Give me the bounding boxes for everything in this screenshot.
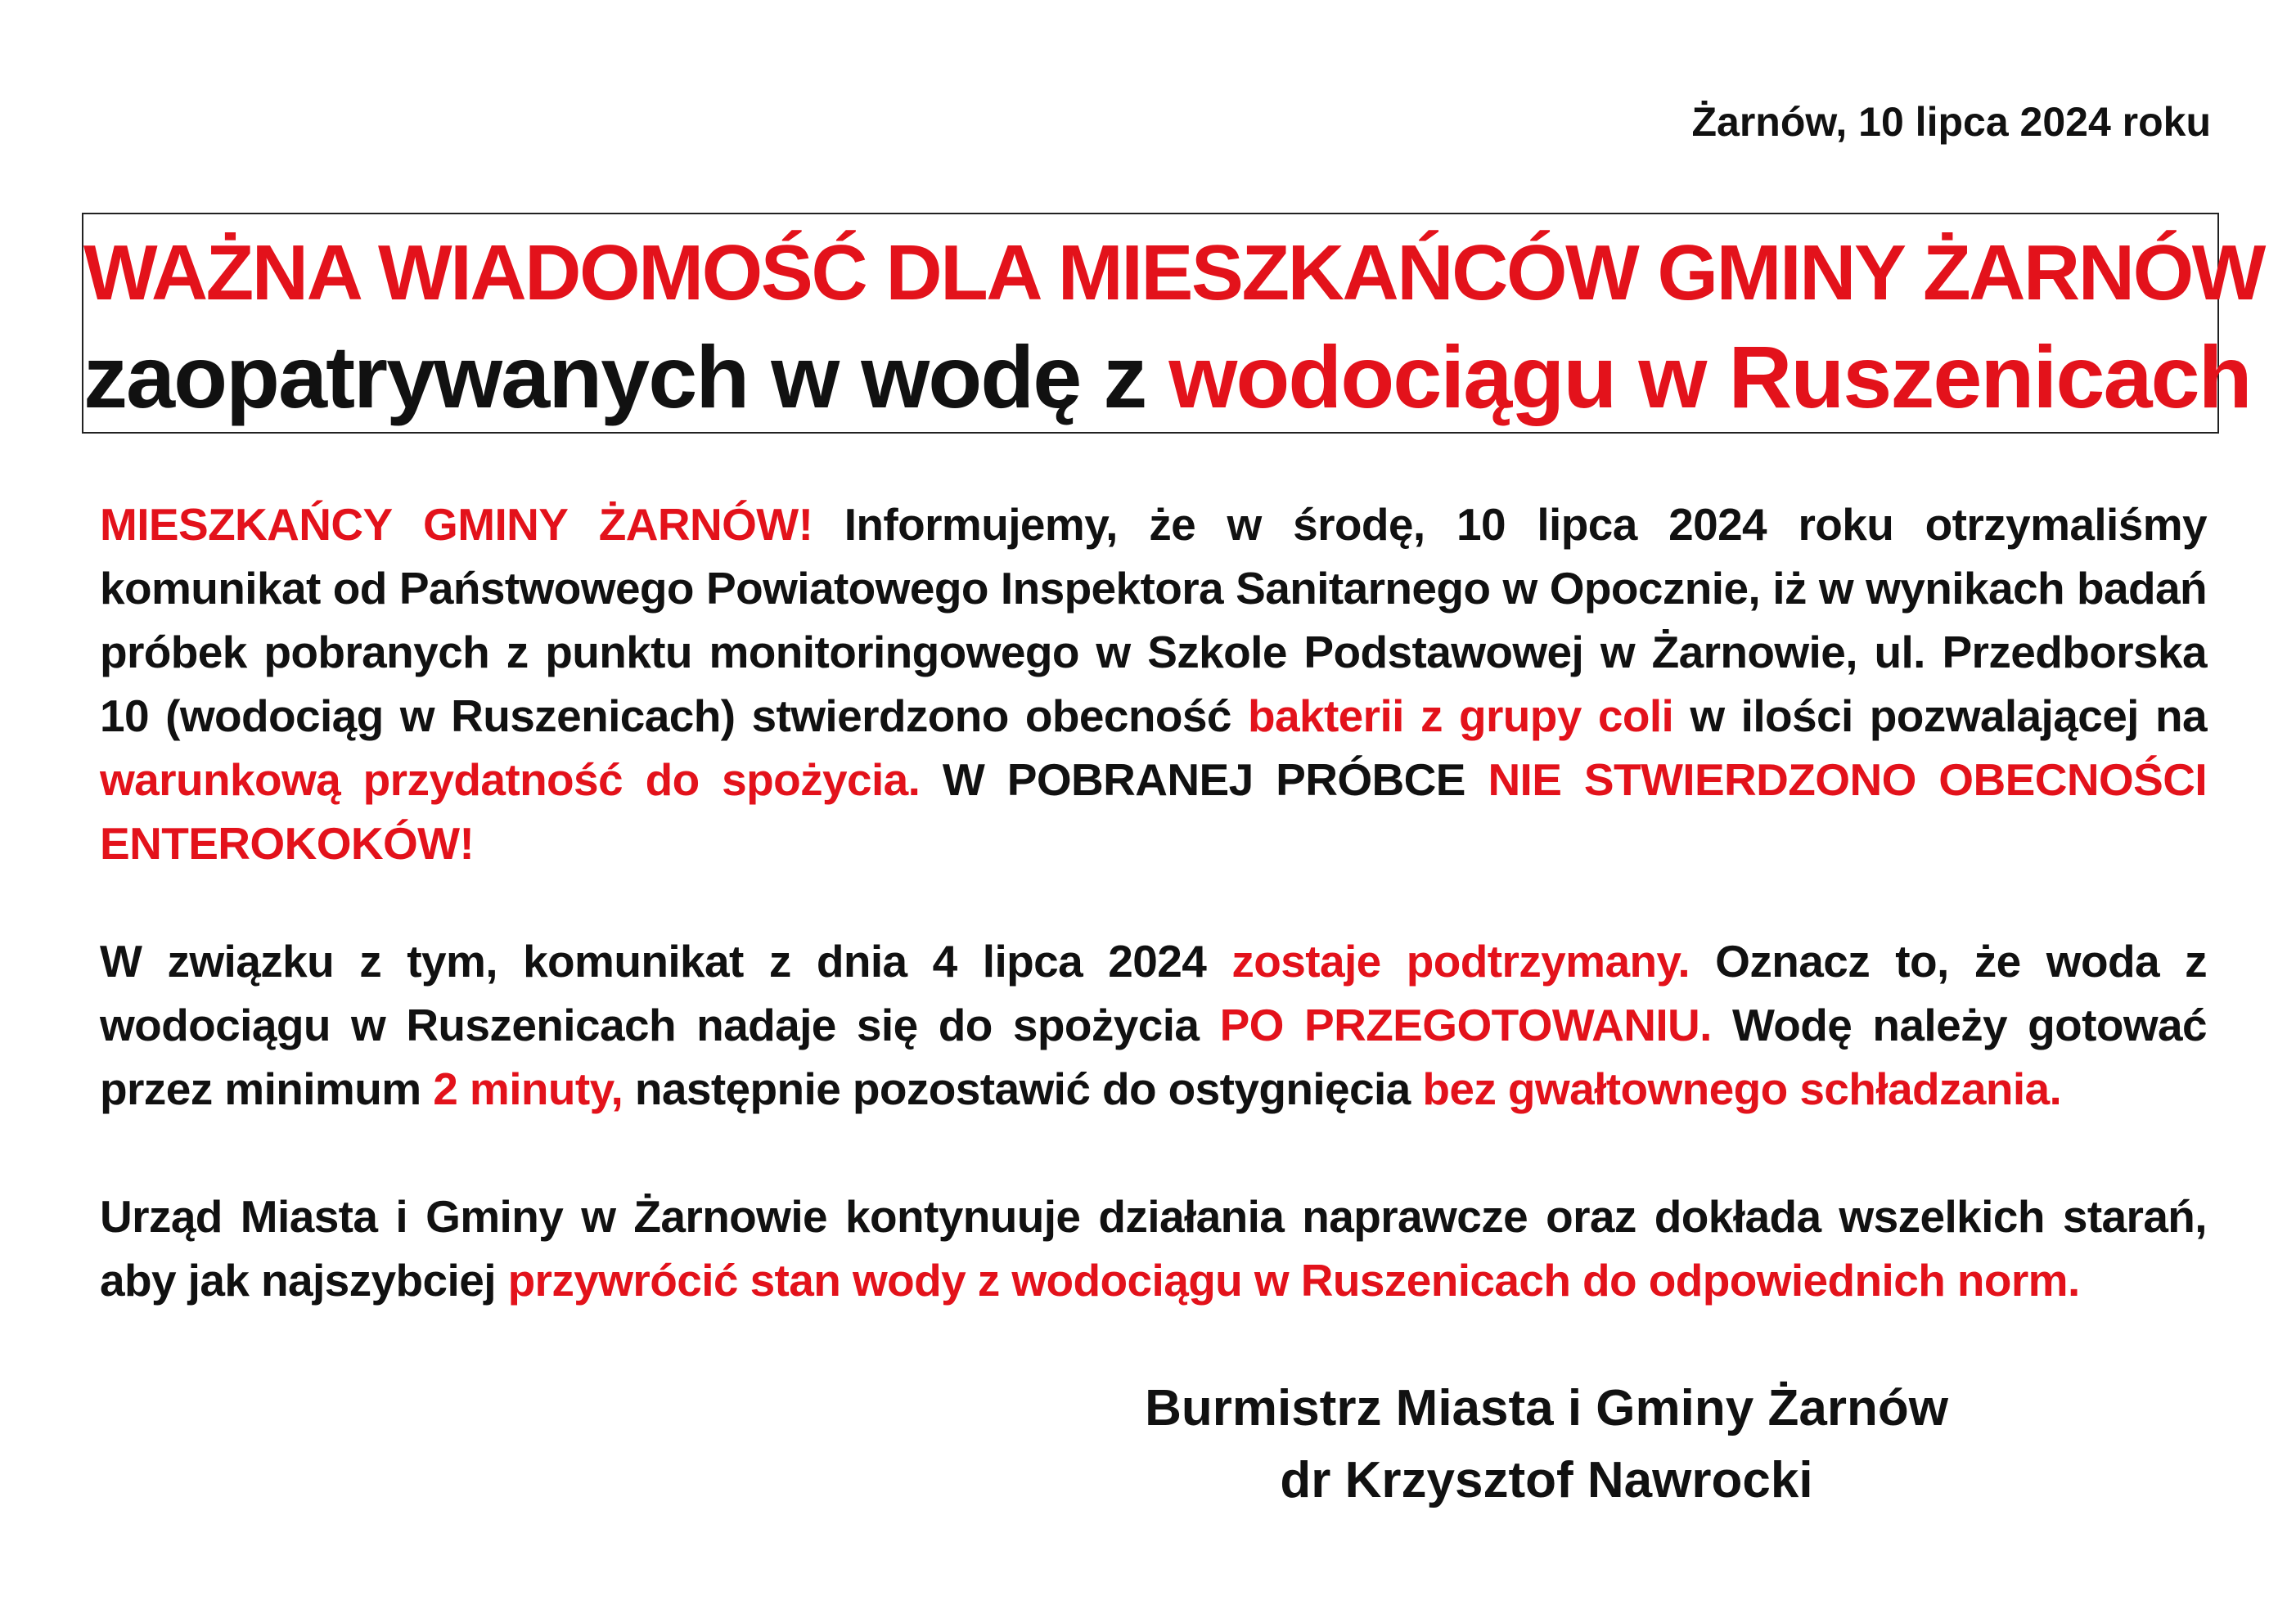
p1-text-1: Informujemy, że w środę, 10 lipca 2024 roku otrzymaliśmy komunikat od Państwowego Powiatowego Inspektora Sanitarnego w Opocznie, iż w wynikach badań próbek pobranych z punktu monitoringowego w Szkole Podstawowej w Żarnowie, ul. Przedborska 10 (wodociąg w Ruszenicach) stwierdzono obecność [100,499,2207,741]
p2-maintained: zostaje podtrzymany. [1231,936,1690,987]
document-date: Żarnów, 10 lipca 2024 roku [1691,99,2211,145]
p1-residents-callout: MIESZKAŃCY GMINY ŻARNÓW! [100,499,813,550]
signature-name: dr Krzysztof Nawrocki [1280,1452,1813,1508]
p2-text-3: Wodę należy gotować przez minimum [100,1000,2207,1114]
p2-text-1: W związku z tym, komunikat z dnia 4 lipca 2024 [100,936,1232,987]
signature-block [1047,1373,2046,1517]
p3-text-1: Urząd Miasta i Gminy w Żarnowie kontynuuje działania naprawcze oraz dokłada wszelkich starań, aby jak najszybciej [100,1191,2207,1306]
headline-box [82,213,2264,434]
p2-text-4: następnie pozostawić do ostygnięcia [623,1063,1423,1114]
p2-text-2: Oznacz to, że woda z wodociągu w Ruszenicach nadaje się do spożycia [100,936,2207,1050]
p2-two-minutes: 2 minuty, [433,1063,624,1114]
paragraph-actions [100,1185,2207,1312]
signature-title: Burmistrz Miasta i Gminy Żarnów [1145,1380,1948,1436]
p3-restore-norms: przywrócić stan wody z wodociągu w Ruszenicach do odpowiednich norm. [507,1255,2080,1306]
p1-no-enterococci: NIE STWIERDZONO OBECNOŚCI ENTEROKOKÓW! [100,754,2207,869]
p1-conditional-fitness: warunkową przydatność do spożycia. [100,754,921,805]
p1-bacteria: bakterii z grupy coli [1247,690,1674,741]
p2-after-boiling: PO PRZEGOTOWANIU. [1219,1000,1712,1050]
p1-text-2: w ilości pozwalającej na [1673,690,2207,741]
p2-no-rapid-cooling: bez gwałtownego schładzania. [1422,1063,2062,1114]
headline-title: WAŻNA WIADOMOŚĆ DLA MIESZKAŃCÓW GMINY ŻARNÓW [83,229,2264,317]
headline-subtitle [83,324,2251,430]
headline-subtitle-black: zaopatrywanych w wodę z [83,327,1169,426]
paragraph-instructions [100,929,2207,1121]
headline-subtitle-red: wodociągu w Ruszenicach [1168,327,2251,426]
paragraph-announcement [100,492,2207,875]
p1-text-3: W POBRANEJ PRÓBCE [920,754,1488,805]
